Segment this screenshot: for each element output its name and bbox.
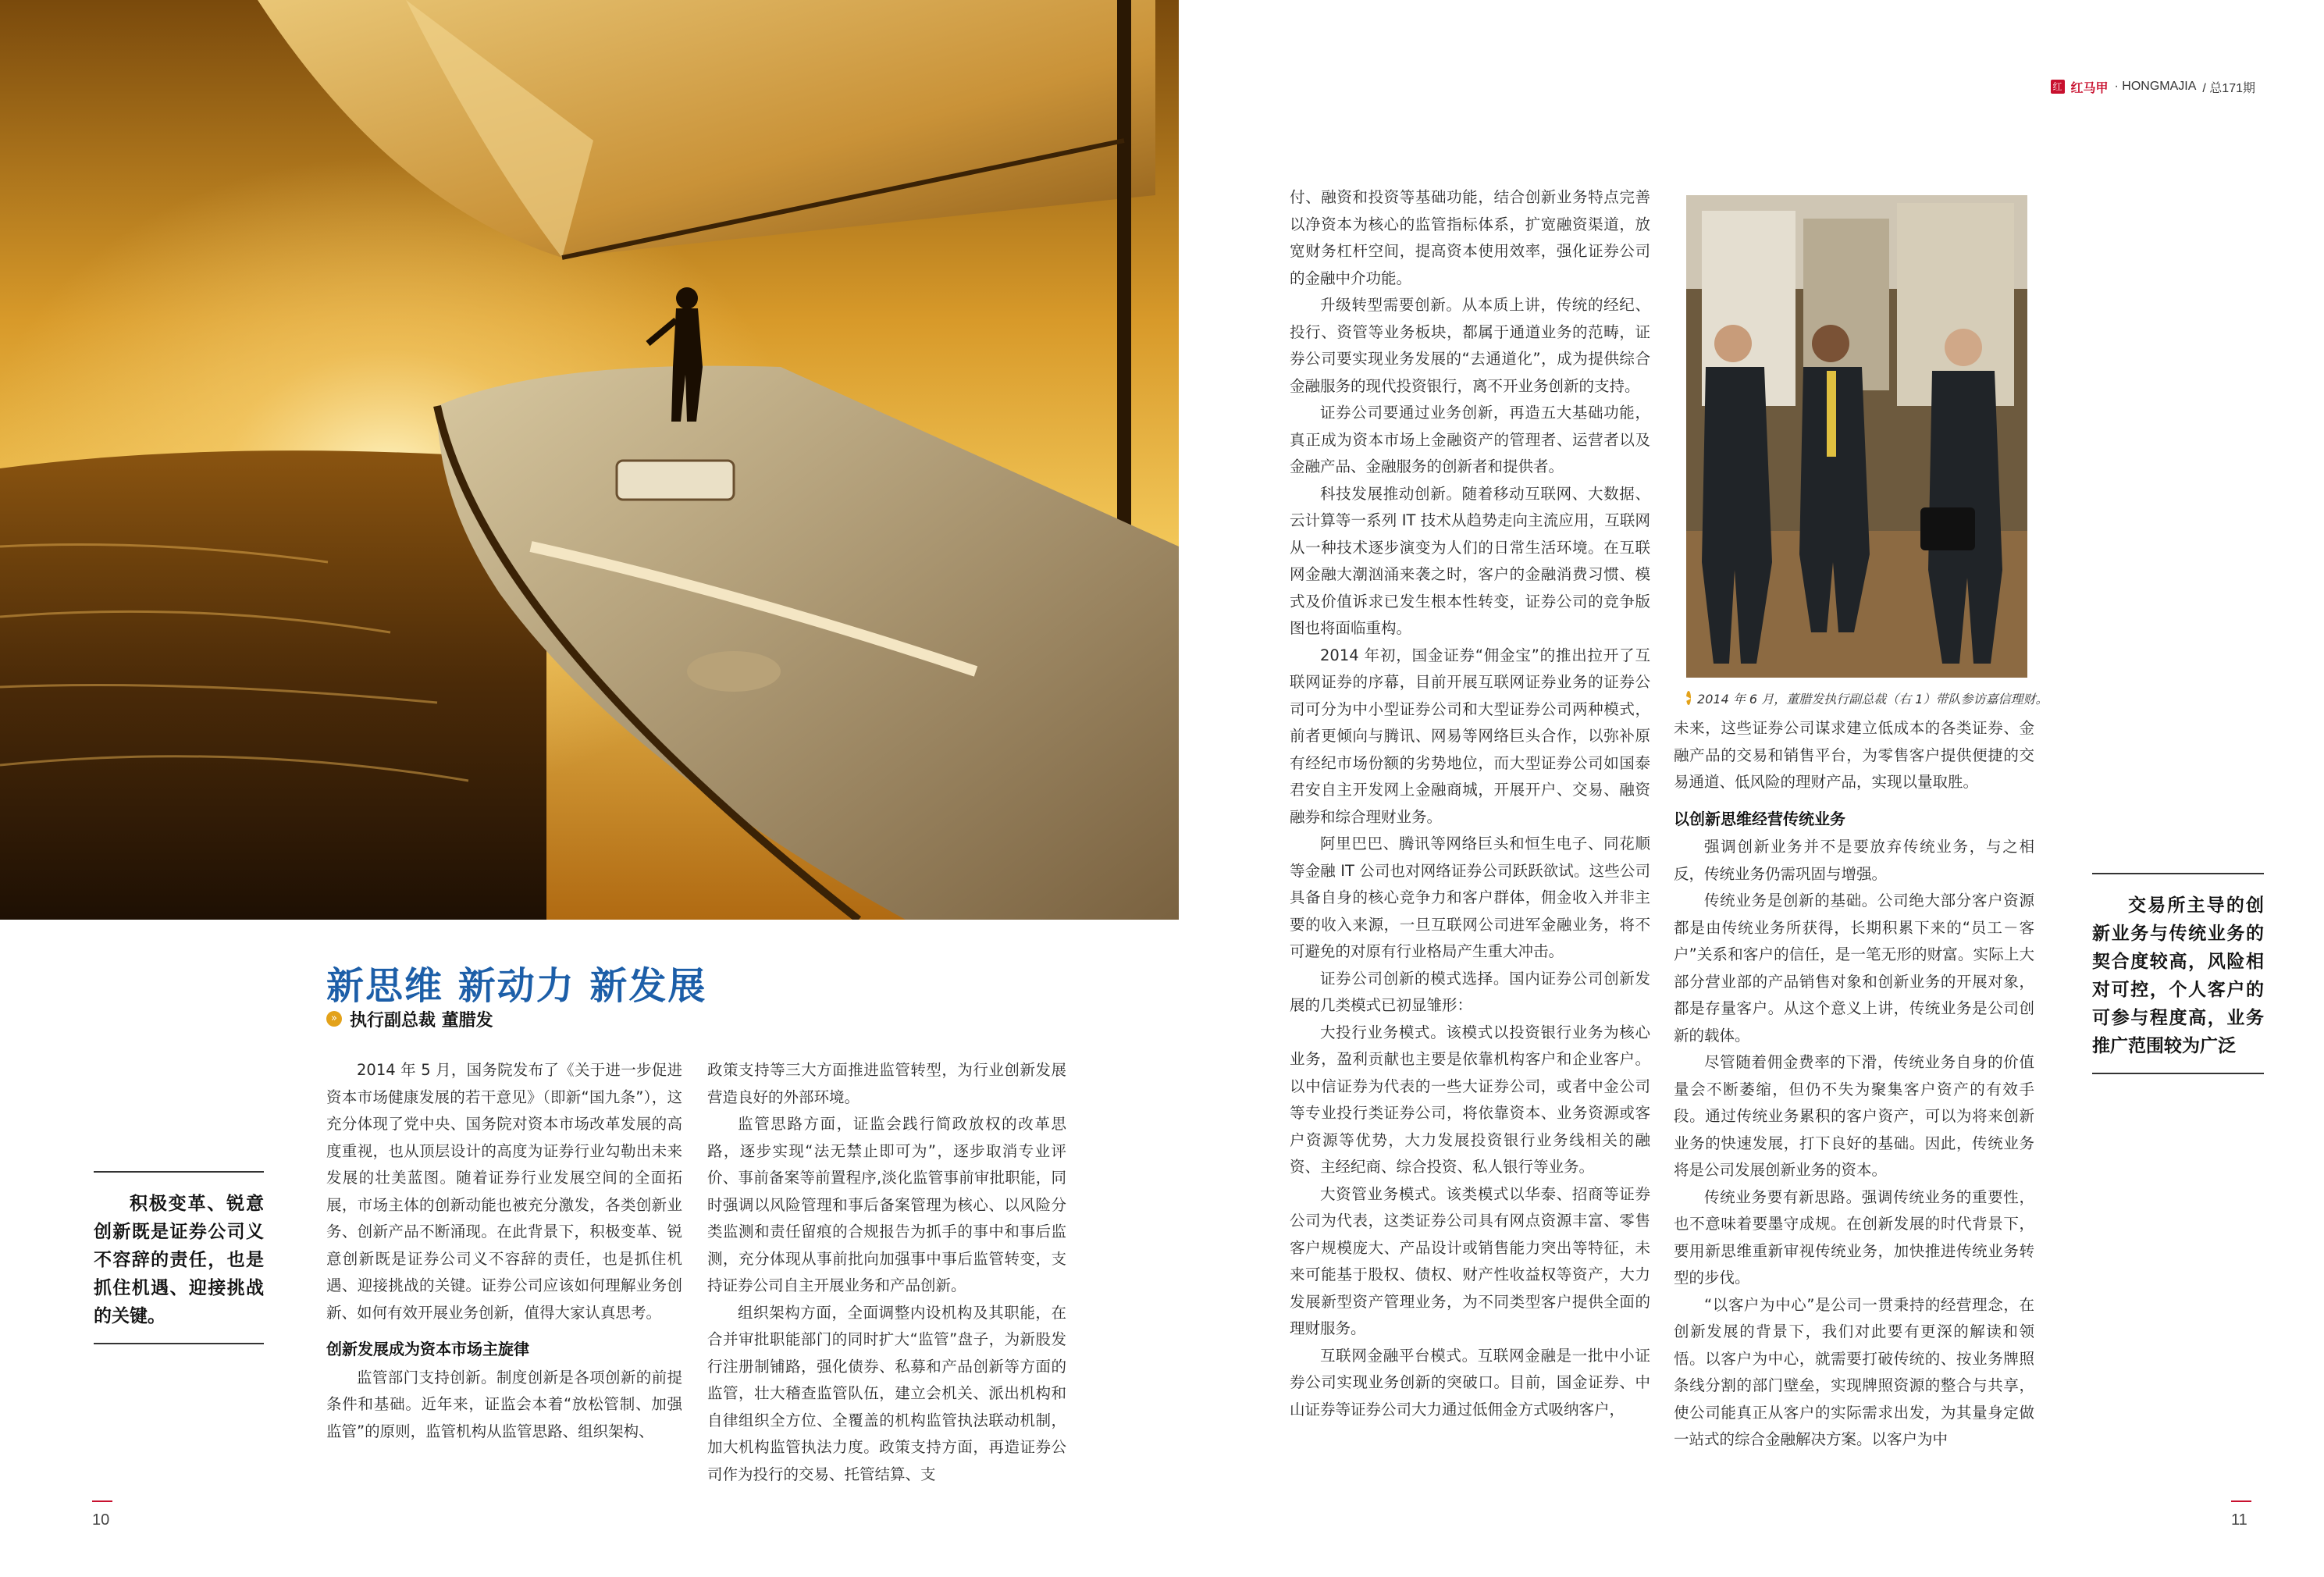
sailboat-illustration: [0, 0, 1179, 920]
paragraph: 2014 年初，国金证券“佣金宝”的推出拉开了互联网证券的序幕，目前开展互联网证券业务的证券公司可分为中小型证券公司和大型证券公司两种模式，前者更倾向与腾讯、网易等网络巨头合作，以弥补原有经纪市场份额的劣势地位，而大型证券公司如国泰君安自主开发网上金融商城，开展开户、交易、融资融券和综合理财业务。: [1290, 646, 1650, 826]
paragraph: 付、融资和投资等基础功能，结合创新业务特点完善以净资本为核心的监管指标体系，扩宽融资渠道，放宽财务杠杆空间，提高资本使用效率，强化证券公司的金融中介功能。: [1290, 188, 1650, 287]
photo-caption: [1686, 687, 2048, 709]
paragraph: “以客户为中心”是公司一贯秉持的经营理念，在创新发展的背景下，我们对此要有更深的解读和领悟。以客户为中心，就需要打破传统的、按业务牌照条线分割的部门壁垒，实现牌照资源的整合与共享，使公司能真正从客户的实际需求出发，为其量身定做一站式的综合金融解决方案。以客户为中: [1674, 1295, 2034, 1448]
paragraph: 尽管随着佣金费率的下滑，传统业务自身的价值量会不断萎缩，但仍不失为聚集客户资产的有效手段。通过传统业务累积的客户资产，可以为将来创新业务的快速发展，打下良好的基础。因此，传统业务将是公司发展创新业务的资本。: [1674, 1053, 2034, 1179]
caption-text: 2014 年 6 月，董腊发执行副总裁（右 1）带队参访嘉信理财。: [1697, 691, 2048, 707]
paragraph: 监管思路方面，证监会践行简政放权的改革思路，逐步实现“法无禁止即可为”，逐步取消专业评价、事前备案等前置程序,淡化监管事前审批职能，同时强调以风险管理和事后备案管理为核心、以风险分类监测和责任留痕的合规报告为抓手的事中和事后监测，充分体现从事前批向加强事中事后监管转变，支持证券公司自主开展业务和产品创新。: [707, 1115, 1066, 1294]
brand-name-cn: 红马甲: [2070, 80, 2109, 95]
paragraph: 监管部门支持创新。制度创新是各项创新的前提条件和基础。近年来，证监会本着“放松管制、加强监管”的原则，监管机构从监管思路、组织架构、: [326, 1368, 682, 1440]
page-number-bar: [92, 1500, 112, 1502]
paragraph: 组织架构方面，全面调整内设机构及其职能，在合并审批职能部门的同时扩大“监管”盘子，为新股发行注册制铺路，强化债券、私募和产品创新等方面的监管，壮大稽查监管队伍，建立会机关、派出机构和自律组织全方位、全覆盖的机构监管执法联动机制，加大机构监管执法力度。政策支持方面，再造证券公司作为投行的交易、托管结算、支: [707, 1303, 1066, 1483]
pull-quote-text: 交易所主导的创新业务与传统业务的契合度较高，风险相对可控，个人客户的可参与程度高，业务推广范围较为广泛: [2092, 895, 2264, 1056]
meeting-photo: [1686, 195, 2027, 678]
sailboat-photo: [0, 0, 1179, 920]
article-title: 新思维 新动力 新发展: [326, 964, 707, 1008]
paragraph: 证券公司要通过业务创新，再造五大基础功能，真正成为资本市场上金融资产的管理者、运营者以及金融产品、金融服务的创新者和提供者。: [1290, 404, 1650, 475]
page-number-text: 10: [92, 1511, 110, 1529]
paragraph: 强调创新业务并不是要放弃传统业务，与之相反，传统业务仍需巩固与增强。: [1674, 838, 2034, 883]
caption-marker-icon: ▸: [1686, 692, 1692, 703]
pull-quote-text: 积极变革、锐意创新既是证券公司义不容辞的责任，也是抓住机遇、迎接挑战的关键。: [94, 1194, 264, 1326]
paragraph: 传统业务要有新思路。强调传统业务的重要性，也不意味着要墨守成规。在创新发展的时代背景下，要用新思维重新审视传统业务，加快推进传统业务转型的步伐。: [1674, 1187, 2034, 1287]
paragraph: 大投行业务模式。该模式以投资银行业务为核心业务，盈利贡献也主要是依靠机构客户和企业客户。以中信证券为代表的一些大证券公司，或者中金公司等专业投行类证券公司，将依靠资本、业务资源或客户资源等优势，大力发展投资银行业务线相关的融资、主经纪商、综合投资、私人银行等业务。: [1290, 1023, 1650, 1176]
page-number-left: [92, 1511, 109, 1529]
subheading: 以创新思维经营传统业务: [1674, 809, 1845, 828]
paragraph: 政策支持等三大方面推进监管转型，为行业创新发展营造良好的外部环境。: [707, 1061, 1066, 1106]
author-marker-icon: »: [326, 1011, 342, 1027]
paragraph: 传统业务是创新的基础。公司绝大部分客户资源都是由传统业务所获得，长期积累下来的“员工－客户”关系和客户的信任，是一笔无形的财富。实际上大部分营业部的产品销售对象和创新业务的开展对象，都是存量客户。从这个意义上讲，传统业务是公司创新的载体。: [1674, 892, 2034, 1045]
page-number-text: 11: [2231, 1511, 2247, 1529]
paragraph: 阿里巴巴、腾讯等网络巨头和恒生电子、同花顺等金融 IT 公司也对网络证券公司跃跃欲试。这些公司具备自身的核心竞争力和客户群体，佣金收入并非主要的收入来源，一旦互联网公司进军金融业务，将不可避免的对原有行业格局产生重大冲击。: [1290, 835, 1650, 960]
brand-logo-icon: 红: [2051, 80, 2065, 94]
page-number-bar: [2231, 1500, 2251, 1502]
body-column-3: [1290, 184, 1650, 1423]
author-name: 执行副总裁 董腊发: [350, 1010, 493, 1031]
paragraph: 大资管业务模式。该类模式以华泰、招商等证券公司为代表，这类证券公司具有网点资源丰富、零售客户规模庞大、产品设计或销售能力突出等特征，未来可能基于股权、债权、财产性收益权等资产，大力发展新型资产管理业务，为不同类型客户提供全面的理财服务。: [1290, 1184, 1650, 1337]
brand-name-en: · HONGMAJIA: [2114, 80, 2197, 93]
pull-quote-right: [2092, 873, 2264, 1074]
pull-quote-left: [94, 1171, 264, 1344]
paragraph: 证券公司创新的模式选择。国内证券公司创新发展的几类模式已初显雏形：: [1290, 969, 1650, 1014]
paragraph: 科技发展推动创新。随着移动互联网、大数据、云计算等一系列 IT 技术从趋势走向主流应用，互联网从一种技术逐步演变为人们的日常生活环境。在互联网金融大潮汹涌来袭之时，客户的金融消费习惯、模式及价值诉求已发生根本性转变，证券公司的竞争版图也将面临重构。: [1290, 484, 1650, 637]
body-column-4: [1674, 715, 2034, 1454]
meeting-illustration: [1686, 195, 2027, 678]
subheading: 创新发展成为资本市场主旋律: [326, 1340, 529, 1358]
author-line: [326, 1007, 493, 1031]
paragraph: 未来，这些证券公司谋求建立低成本的各类证券、金融产品的交易和销售平台，为零售客户提供便捷的交易通道、低风险的理财产品，实现以量取胜。: [1674, 719, 2034, 791]
paragraph: 互联网金融平台模式。互联网金融是一批中小证券公司实现业务创新的突破口。目前，国金证券、中山证券等证券公司大力通过低佣金方式吸纳客户，: [1290, 1346, 1650, 1419]
body-column-2: [707, 1057, 1066, 1488]
issue-number: / 总171期: [2202, 81, 2255, 95]
paragraph: 2014 年 5 月，国务院发布了《关于进一步促进资本市场健康发展的若干意见》（即新“国九条”），这充分体现了党中央、国务院对资本市场改革发展的高度重视，也从顶层设计的高度为证券行业勾勒出未来发展的壮美蓝图。随着证券行业发展空间的全面拓展，市场主体的创新动能也被充分激发，各类创新业务、创新产品不断涌现。在此背景下，积极变革、锐意创新既是证券公司义不容辞的责任，也是抓住机遇、迎接挑战的关键。证券公司应该如何理解业务创新、如何有效开展业务创新，值得大家认真思考。: [326, 1061, 682, 1322]
paragraph: 升级转型需要创新。从本质上讲，传统的经纪、投行、资管等业务板块，都属于通道业务的范畴，证券公司要实现业务发展的“去通道化”，成为提供综合金融服务的现代投资银行，离不开业务创新的支持。: [1290, 296, 1650, 395]
body-column-1: [326, 1057, 682, 1445]
magazine-header: [2051, 75, 2256, 98]
page-number-right: [2231, 1511, 2247, 1529]
